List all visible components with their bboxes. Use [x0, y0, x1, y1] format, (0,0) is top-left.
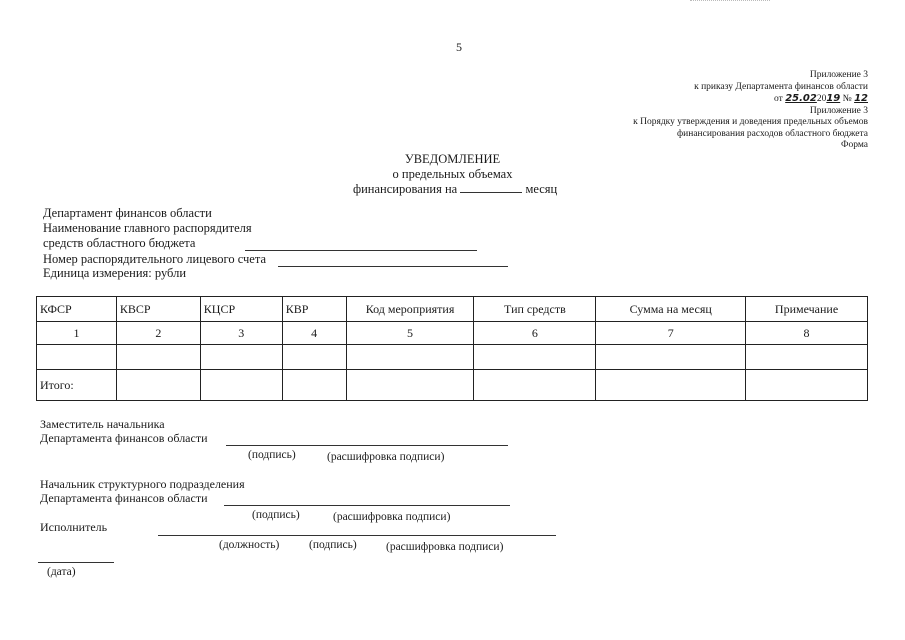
column-number: 2	[116, 322, 200, 345]
column-number: 7	[596, 322, 746, 345]
account-field[interactable]	[278, 266, 508, 267]
table-cell[interactable]	[474, 370, 596, 401]
document-title: УВЕДОМЛЕНИЕ	[404, 152, 501, 166]
month-blank[interactable]	[460, 182, 522, 193]
column-number-row	[37, 322, 868, 345]
appendix-line: Приложение 3	[809, 105, 868, 116]
appendix-line: Приложение 3	[809, 70, 868, 80]
column-number: 6	[474, 322, 596, 345]
appendix-block	[633, 70, 868, 152]
data-row	[37, 345, 868, 370]
dept-label: Департамент финансов области	[43, 206, 212, 220]
header-cell: КВР	[282, 297, 346, 322]
header-cell: КВСР	[116, 297, 200, 322]
appendix-line: к Порядку утверждения и доведения предельных объемов	[633, 117, 868, 127]
period-prefix: финансирования на	[353, 182, 458, 196]
handwritten-year: 19	[826, 93, 841, 104]
table-cell[interactable]	[282, 370, 346, 401]
head-title-2: Департамента финансов области	[40, 491, 208, 505]
handwritten-number: 12	[854, 93, 868, 104]
column-number: 8	[746, 322, 868, 345]
header-cell: КФСР	[37, 297, 117, 322]
period-suffix: месяц	[525, 182, 558, 196]
head-title-1: Начальник структурного подразделения	[40, 477, 245, 491]
table-cell[interactable]	[116, 370, 200, 401]
head-signature-line[interactable]	[224, 505, 510, 506]
table-cell[interactable]	[746, 345, 868, 370]
table-cell[interactable]	[346, 370, 474, 401]
column-number: 4	[282, 322, 346, 345]
document-subtitle: о предельных объемах	[392, 167, 513, 181]
period-line	[353, 182, 557, 197]
executor-signature-line[interactable]	[158, 535, 556, 536]
manager-label-2: средств областного бюджета	[43, 236, 196, 250]
executor-label: Исполнитель	[40, 520, 108, 534]
table-cell[interactable]	[596, 345, 746, 370]
executor-sign-caption: (подпись)	[309, 539, 357, 551]
header-row	[37, 297, 868, 322]
table-cell[interactable]	[282, 345, 346, 370]
table-cell[interactable]	[474, 345, 596, 370]
header-cell: Примечание	[746, 297, 868, 322]
table-cell[interactable]	[116, 345, 200, 370]
appendix-line: финансирования расходов областного бюджета	[677, 128, 868, 139]
appendix-line: к приказу Департамента финансов области	[694, 81, 868, 92]
handwritten-date: 25.02	[785, 93, 817, 104]
total-label: Итого:	[37, 370, 117, 401]
table-cell[interactable]	[746, 370, 868, 401]
table-cell[interactable]	[596, 370, 746, 401]
header-cell: КЦСР	[200, 297, 282, 322]
column-number: 1	[37, 322, 117, 345]
unit-label: Единица измерения: рубли	[43, 266, 187, 280]
date-prefix: от	[774, 94, 783, 104]
executor-position-caption: (должность)	[219, 539, 280, 551]
year-prefix: 20	[816, 94, 827, 104]
column-number: 3	[200, 322, 282, 345]
deputy-signature-line[interactable]	[226, 445, 508, 446]
appendix-date-line	[633, 93, 868, 106]
deputy-sign-caption: (подпись)	[248, 449, 296, 461]
column-number: 5	[346, 322, 474, 345]
table-cell[interactable]	[200, 370, 282, 401]
table-cell[interactable]	[37, 345, 117, 370]
header-cell: Тип средств	[474, 297, 596, 322]
manager-field[interactable]	[245, 250, 477, 251]
table-cell[interactable]	[200, 345, 282, 370]
header-cell: Код мероприятия	[346, 297, 474, 322]
executor-decode-caption: (расшифровка подписи)	[386, 541, 504, 553]
head-sign-caption: (подпись)	[252, 509, 300, 521]
date-line[interactable]	[38, 562, 114, 563]
limits-table	[36, 296, 868, 401]
deputy-title-1: Заместитель начальника	[40, 417, 165, 431]
table-cell[interactable]	[346, 345, 474, 370]
head-decode-caption: (расшифровка подписи)	[333, 511, 451, 523]
deputy-title-2: Департамента финансов области	[40, 431, 208, 445]
page-number: 5	[456, 40, 462, 54]
deputy-decode-caption: (расшифровка подписи)	[327, 451, 445, 463]
scan-artifact	[690, 0, 770, 5]
total-row	[37, 370, 868, 401]
manager-label-1: Наименование главного распорядителя	[43, 221, 252, 235]
number-sign: №	[842, 94, 852, 104]
appendix-line: Форма	[840, 140, 868, 150]
date-caption: (дата)	[47, 566, 76, 578]
header-cell: Сумма на месяц	[596, 297, 746, 322]
account-label: Номер распорядительного лицевого счета	[43, 252, 267, 266]
